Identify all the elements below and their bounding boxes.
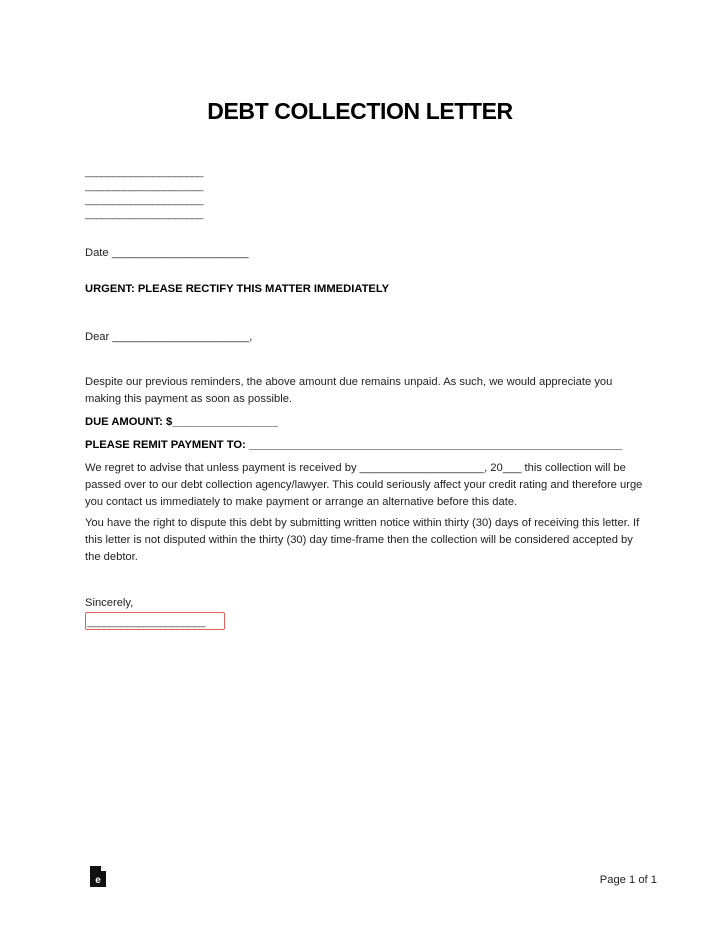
- document-title: DEBT COLLECTION LETTER: [207, 98, 513, 124]
- signature-line: _____________________: [87, 616, 205, 628]
- address-line-3: _____________________: [85, 194, 203, 206]
- address-line-4: _____________________: [85, 208, 203, 220]
- paragraph-dispute: You have the right to dispute this debt by submitting written notice within thirty (30) days of receiving this letter. If this letter is not disputed within the thirty (30) day time-frame then the collection will be considered accepted by the debtor.: [85, 517, 640, 563]
- salutation: Dear ______________________,: [85, 331, 253, 343]
- page-number: Page 1 of 1: [599, 874, 657, 886]
- address-line-2: _____________________: [85, 180, 203, 192]
- eforms-logo-icon: [90, 866, 106, 887]
- paragraph-reminder: Despite our previous reminders, the above amount due remains unpaid. As such, we would appreciate you making this payment as soon as possible.: [85, 376, 613, 405]
- paragraph-deadline: We regret to advise that unless payment is received by ____________________, 20___ this collection will be passed over to our debt collection agency/lawyer. This could seriously affect your credit rating and therefore urge you contact us immediately to make payment or arrange an alternative before this date.: [85, 462, 643, 508]
- signature-field[interactable]: [85, 612, 225, 630]
- closing: Sincerely,: [85, 597, 134, 609]
- date-line: Date ______________________: [85, 247, 249, 259]
- urgent-heading: URGENT: PLEASE RECTIFY THIS MATTER IMMEDIATELY: [85, 283, 390, 295]
- svg-text:e: e: [95, 875, 101, 886]
- remit-payment: PLEASE REMIT PAYMENT TO: ____________________________________________________________: [85, 439, 623, 451]
- due-amount: DUE AMOUNT: $_________________: [85, 416, 278, 428]
- address-line-1: _____________________: [85, 166, 203, 178]
